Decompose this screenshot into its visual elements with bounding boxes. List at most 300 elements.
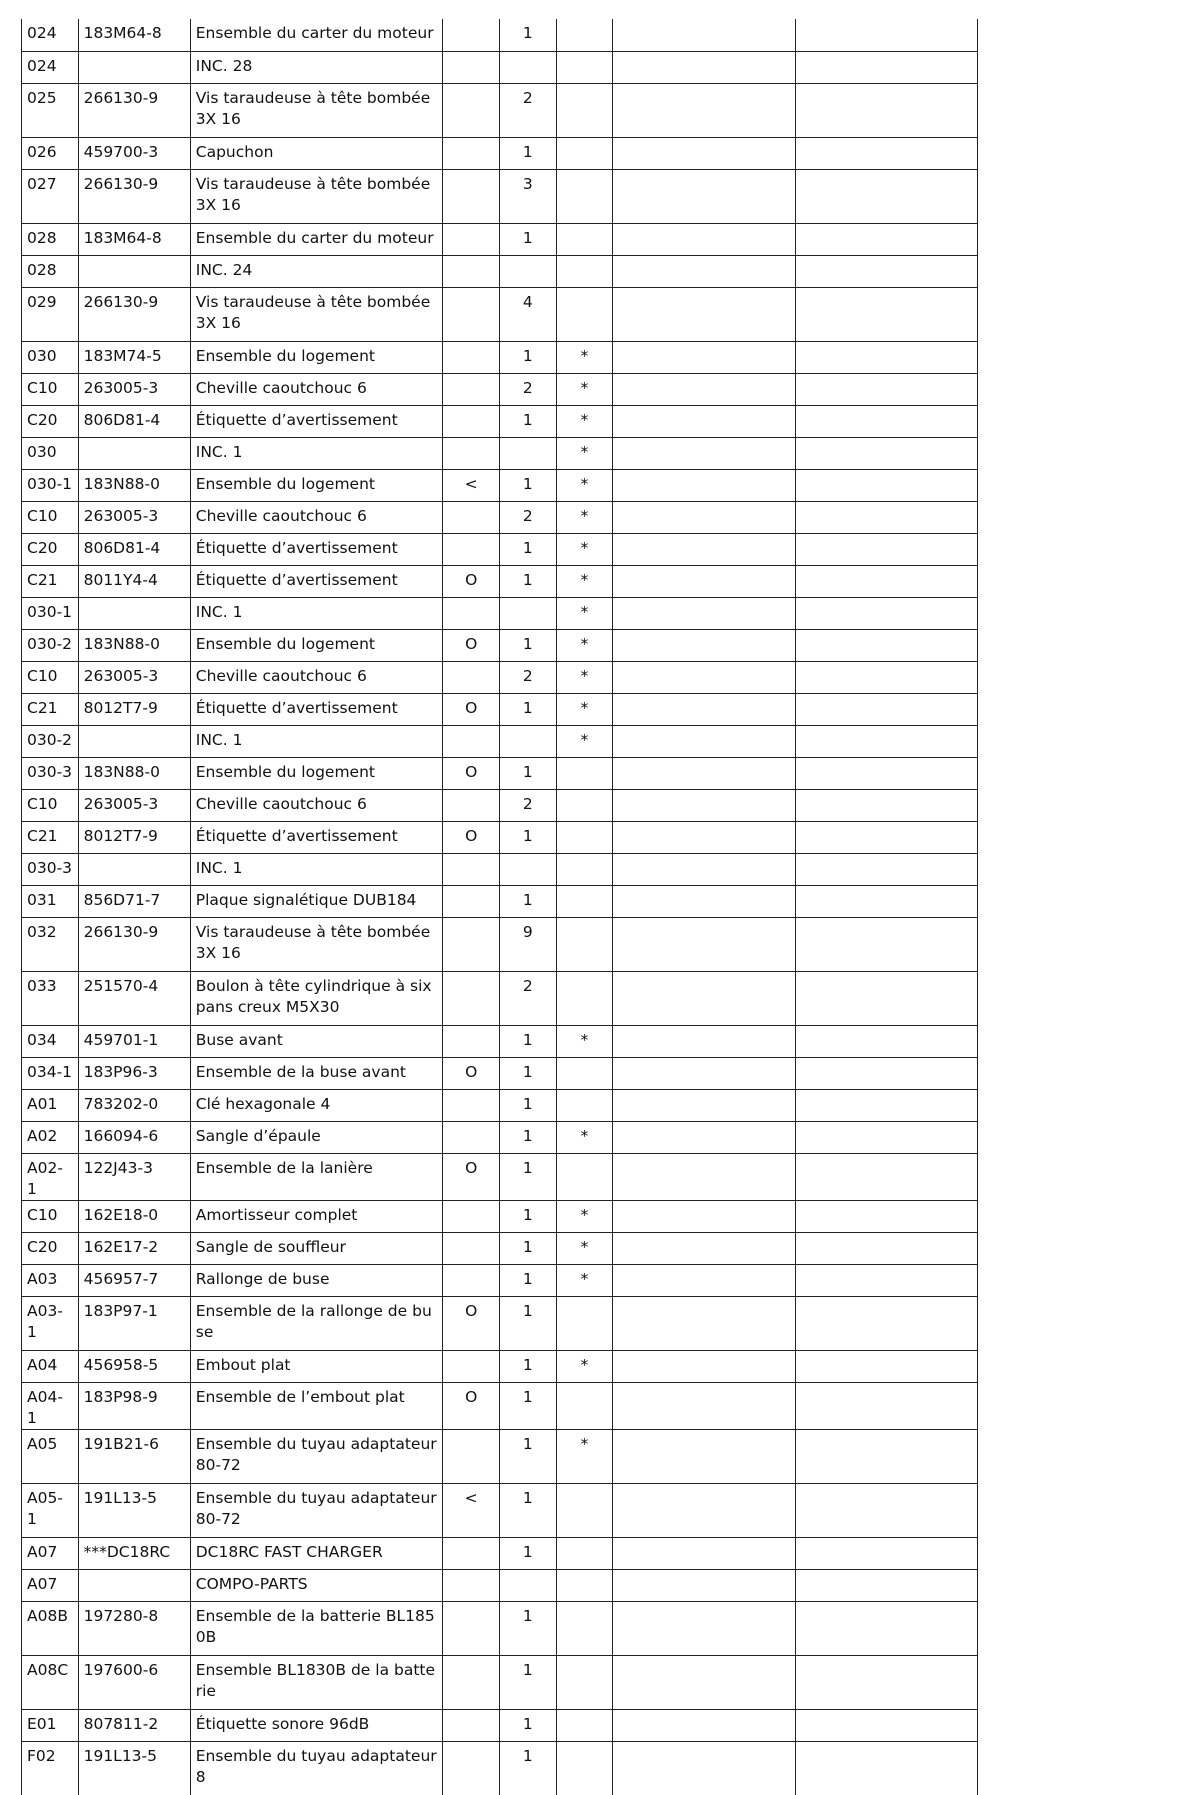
quantity-cell	[499, 853, 556, 885]
item-number-cell: C21	[22, 693, 79, 725]
item-number-cell: A04-1	[22, 1382, 79, 1429]
empty-cell	[613, 1296, 795, 1350]
quantity-cell: 1	[499, 1709, 556, 1741]
note-mark-cell	[556, 1569, 613, 1601]
description-cell: COMPO-PARTS	[190, 1569, 443, 1601]
note-mark-cell	[556, 757, 613, 789]
quantity-cell: 1	[499, 1200, 556, 1232]
quantity-cell	[499, 51, 556, 83]
table-row	[22, 1483, 978, 1537]
table-row	[22, 597, 978, 629]
table-row	[22, 789, 978, 821]
description-cell: Vis taraudeuse à tête bombée 3X 16	[190, 83, 443, 137]
note-mark-cell	[556, 1153, 613, 1200]
note-mark-cell	[556, 789, 613, 821]
part-number-cell	[78, 437, 190, 469]
change-mark-cell: O	[443, 757, 500, 789]
table-row	[22, 1537, 978, 1569]
change-mark-cell	[443, 789, 500, 821]
change-mark-cell	[443, 885, 500, 917]
quantity-cell: 1	[499, 885, 556, 917]
description-cell: Ensemble de la lanière	[190, 1153, 443, 1200]
change-mark-cell	[443, 405, 500, 437]
empty-cell	[613, 1200, 795, 1232]
table-row	[22, 137, 978, 169]
description-cell: INC. 28	[190, 51, 443, 83]
change-mark-cell	[443, 1025, 500, 1057]
note-mark-cell	[556, 51, 613, 83]
part-number-cell: 263005-3	[78, 789, 190, 821]
part-number-cell: 183M74-5	[78, 341, 190, 373]
empty-cell	[613, 1429, 795, 1483]
note-mark-cell	[556, 821, 613, 853]
quantity-cell: 1	[499, 1232, 556, 1264]
empty-cell	[613, 629, 795, 661]
quantity-cell: 1	[499, 405, 556, 437]
empty-cell	[795, 51, 977, 83]
part-number-cell: 162E18-0	[78, 1200, 190, 1232]
description-cell: Cheville caoutchouc 6	[190, 661, 443, 693]
item-number-cell: C20	[22, 1232, 79, 1264]
empty-cell	[613, 19, 795, 51]
part-number-cell: 783202-0	[78, 1089, 190, 1121]
description-cell: Ensemble du logement	[190, 629, 443, 661]
table-row	[22, 1200, 978, 1232]
note-mark-cell	[556, 1382, 613, 1429]
part-number-cell: 266130-9	[78, 917, 190, 971]
table-row	[22, 917, 978, 971]
empty-cell	[795, 1264, 977, 1296]
table-row	[22, 1741, 978, 1795]
description-cell: Ensemble du tuyau adaptateur 80-72	[190, 1483, 443, 1537]
change-mark-cell	[443, 1537, 500, 1569]
description-cell: Ensemble du logement	[190, 757, 443, 789]
item-number-cell: C21	[22, 821, 79, 853]
item-number-cell: C20	[22, 533, 79, 565]
empty-cell	[613, 1709, 795, 1741]
note-mark-cell: *	[556, 373, 613, 405]
description-cell: Embout plat	[190, 1350, 443, 1382]
note-mark-cell	[556, 1483, 613, 1537]
empty-cell	[795, 437, 977, 469]
description-cell: Étiquette d’avertissement	[190, 533, 443, 565]
note-mark-cell: *	[556, 501, 613, 533]
empty-cell	[795, 597, 977, 629]
part-number-cell	[78, 725, 190, 757]
change-mark-cell: O	[443, 1382, 500, 1429]
description-cell: Vis taraudeuse à tête bombée 3X 16	[190, 287, 443, 341]
empty-cell	[613, 373, 795, 405]
item-number-cell: 030-2	[22, 629, 79, 661]
item-number-cell: A07	[22, 1537, 79, 1569]
note-mark-cell: *	[556, 597, 613, 629]
description-cell: Plaque signalétique DUB184	[190, 885, 443, 917]
change-mark-cell	[443, 1601, 500, 1655]
empty-cell	[795, 1025, 977, 1057]
empty-cell	[613, 1741, 795, 1795]
item-number-cell: 030-3	[22, 757, 79, 789]
quantity-cell: 1	[499, 1537, 556, 1569]
note-mark-cell: *	[556, 661, 613, 693]
empty-cell	[795, 1655, 977, 1709]
empty-cell	[613, 287, 795, 341]
description-cell: INC. 1	[190, 853, 443, 885]
item-number-cell: 034	[22, 1025, 79, 1057]
table-row	[22, 223, 978, 255]
empty-cell	[613, 469, 795, 501]
note-mark-cell	[556, 137, 613, 169]
part-number-cell: 197280-8	[78, 1601, 190, 1655]
part-number-cell: 459700-3	[78, 137, 190, 169]
note-mark-cell	[556, 853, 613, 885]
empty-cell	[613, 169, 795, 223]
empty-cell	[613, 885, 795, 917]
empty-cell	[795, 917, 977, 971]
part-number-cell	[78, 853, 190, 885]
table-row	[22, 501, 978, 533]
quantity-cell	[499, 597, 556, 629]
item-number-cell: A08B	[22, 1601, 79, 1655]
description-cell: Ensemble du logement	[190, 469, 443, 501]
empty-cell	[795, 1200, 977, 1232]
quantity-cell: 2	[499, 83, 556, 137]
quantity-cell: 1	[499, 1089, 556, 1121]
note-mark-cell: *	[556, 725, 613, 757]
table-row	[22, 83, 978, 137]
table-row	[22, 853, 978, 885]
description-cell: INC. 1	[190, 725, 443, 757]
description-cell: Cheville caoutchouc 6	[190, 789, 443, 821]
empty-cell	[795, 169, 977, 223]
empty-cell	[795, 757, 977, 789]
empty-cell	[795, 821, 977, 853]
empty-cell	[613, 255, 795, 287]
change-mark-cell	[443, 1121, 500, 1153]
part-number-cell: 191L13-5	[78, 1483, 190, 1537]
part-number-cell: 122J43-3	[78, 1153, 190, 1200]
change-mark-cell: O	[443, 693, 500, 725]
empty-cell	[613, 1601, 795, 1655]
quantity-cell: 4	[499, 287, 556, 341]
empty-cell	[613, 757, 795, 789]
note-mark-cell	[556, 287, 613, 341]
empty-cell	[795, 1601, 977, 1655]
description-cell: Sangle d’épaule	[190, 1121, 443, 1153]
empty-cell	[795, 501, 977, 533]
quantity-cell: 1	[499, 757, 556, 789]
empty-cell	[795, 533, 977, 565]
part-number-cell: 191B21-6	[78, 1429, 190, 1483]
empty-cell	[613, 1232, 795, 1264]
item-number-cell: 024	[22, 51, 79, 83]
change-mark-cell	[443, 223, 500, 255]
description-cell: Étiquette d’avertissement	[190, 821, 443, 853]
note-mark-cell	[556, 83, 613, 137]
quantity-cell: 1	[499, 1601, 556, 1655]
note-mark-cell	[556, 885, 613, 917]
quantity-cell: 1	[499, 821, 556, 853]
empty-cell	[613, 223, 795, 255]
item-number-cell: 030-2	[22, 725, 79, 757]
empty-cell	[613, 1025, 795, 1057]
description-cell: Clé hexagonale 4	[190, 1089, 443, 1121]
item-number-cell: 027	[22, 169, 79, 223]
item-number-cell: C10	[22, 501, 79, 533]
change-mark-cell	[443, 1741, 500, 1795]
note-mark-cell: *	[556, 533, 613, 565]
note-mark-cell	[556, 1089, 613, 1121]
empty-cell	[613, 725, 795, 757]
description-cell: Boulon à tête cylindrique à six pans creux M5X30	[190, 971, 443, 1025]
change-mark-cell	[443, 1200, 500, 1232]
quantity-cell: 1	[499, 1025, 556, 1057]
empty-cell	[795, 629, 977, 661]
change-mark-cell	[443, 1350, 500, 1382]
empty-cell	[613, 853, 795, 885]
item-number-cell: C10	[22, 373, 79, 405]
part-number-cell: 456958-5	[78, 1350, 190, 1382]
empty-cell	[795, 661, 977, 693]
quantity-cell: 9	[499, 917, 556, 971]
part-number-cell: 183M64-8	[78, 19, 190, 51]
empty-cell	[613, 1350, 795, 1382]
table-row	[22, 169, 978, 223]
table-row	[22, 1350, 978, 1382]
change-mark-cell: O	[443, 1057, 500, 1089]
empty-cell	[795, 1483, 977, 1537]
item-number-cell: A08C	[22, 1655, 79, 1709]
change-mark-cell	[443, 1429, 500, 1483]
empty-cell	[613, 1057, 795, 1089]
item-number-cell: A05-1	[22, 1483, 79, 1537]
change-mark-cell	[443, 1655, 500, 1709]
note-mark-cell: *	[556, 1200, 613, 1232]
table-row	[22, 341, 978, 373]
table-row	[22, 1232, 978, 1264]
change-mark-cell	[443, 287, 500, 341]
table-row	[22, 287, 978, 341]
quantity-cell: 1	[499, 533, 556, 565]
change-mark-cell: O	[443, 629, 500, 661]
change-mark-cell	[443, 169, 500, 223]
table-row	[22, 693, 978, 725]
change-mark-cell	[443, 1264, 500, 1296]
change-mark-cell	[443, 1232, 500, 1264]
table-row	[22, 821, 978, 853]
empty-cell	[795, 971, 977, 1025]
item-number-cell: 028	[22, 255, 79, 287]
change-mark-cell: <	[443, 1483, 500, 1537]
table-row	[22, 757, 978, 789]
empty-cell	[795, 1121, 977, 1153]
item-number-cell: 030	[22, 437, 79, 469]
note-mark-cell	[556, 971, 613, 1025]
table-row	[22, 629, 978, 661]
item-number-cell: E01	[22, 1709, 79, 1741]
part-number-cell: 197600-6	[78, 1655, 190, 1709]
empty-cell	[795, 885, 977, 917]
table-row	[22, 661, 978, 693]
description-cell: Ensemble du logement	[190, 341, 443, 373]
part-number-cell: 806D81-4	[78, 533, 190, 565]
description-cell: Vis taraudeuse à tête bombée 3X 16	[190, 169, 443, 223]
description-cell: INC. 1	[190, 597, 443, 629]
description-cell: Étiquette d’avertissement	[190, 565, 443, 597]
change-mark-cell: O	[443, 1153, 500, 1200]
part-number-cell: 263005-3	[78, 373, 190, 405]
empty-cell	[613, 693, 795, 725]
change-mark-cell	[443, 917, 500, 971]
quantity-cell: 1	[499, 1057, 556, 1089]
empty-cell	[795, 853, 977, 885]
empty-cell	[795, 1350, 977, 1382]
item-number-cell: 026	[22, 137, 79, 169]
part-number-cell: 266130-9	[78, 83, 190, 137]
parts-list-body	[22, 19, 978, 1795]
description-cell: Ensemble du carter du moteur	[190, 223, 443, 255]
description-cell: Amortisseur complet	[190, 1200, 443, 1232]
quantity-cell: 3	[499, 169, 556, 223]
table-row	[22, 971, 978, 1025]
item-number-cell: 030-1	[22, 597, 79, 629]
part-number-cell: 162E17-2	[78, 1232, 190, 1264]
empty-cell	[795, 1537, 977, 1569]
empty-cell	[795, 1741, 977, 1795]
description-cell: Capuchon	[190, 137, 443, 169]
item-number-cell: 025	[22, 83, 79, 137]
part-number-cell: 183P98-9	[78, 1382, 190, 1429]
note-mark-cell: *	[556, 1429, 613, 1483]
empty-cell	[795, 83, 977, 137]
note-mark-cell	[556, 1709, 613, 1741]
quantity-cell: 1	[499, 1350, 556, 1382]
empty-cell	[613, 1569, 795, 1601]
part-number-cell: 263005-3	[78, 661, 190, 693]
description-cell: Ensemble de l’embout plat	[190, 1382, 443, 1429]
part-number-cell: 8011Y4-4	[78, 565, 190, 597]
change-mark-cell	[443, 1569, 500, 1601]
table-row	[22, 1296, 978, 1350]
empty-cell	[795, 725, 977, 757]
empty-cell	[795, 565, 977, 597]
description-cell: Cheville caoutchouc 6	[190, 501, 443, 533]
quantity-cell	[499, 1569, 556, 1601]
empty-cell	[613, 83, 795, 137]
quantity-cell: 1	[499, 693, 556, 725]
part-number-cell: 183P96-3	[78, 1057, 190, 1089]
item-number-cell: 028	[22, 223, 79, 255]
table-row	[22, 437, 978, 469]
quantity-cell: 1	[499, 1483, 556, 1537]
empty-cell	[613, 437, 795, 469]
quantity-cell	[499, 437, 556, 469]
table-row	[22, 51, 978, 83]
table-row	[22, 1121, 978, 1153]
change-mark-cell	[443, 501, 500, 533]
item-number-cell: 024	[22, 19, 79, 51]
part-number-cell: 251570-4	[78, 971, 190, 1025]
empty-cell	[613, 405, 795, 437]
note-mark-cell	[556, 223, 613, 255]
item-number-cell: F02	[22, 1741, 79, 1795]
part-number-cell: 183P97-1	[78, 1296, 190, 1350]
table-row	[22, 725, 978, 757]
description-cell: Ensemble du carter du moteur	[190, 19, 443, 51]
part-number-cell: 456957-7	[78, 1264, 190, 1296]
item-number-cell: C21	[22, 565, 79, 597]
table-row	[22, 1057, 978, 1089]
parts-list-table	[21, 19, 978, 1795]
empty-cell	[613, 821, 795, 853]
empty-cell	[613, 789, 795, 821]
change-mark-cell	[443, 437, 500, 469]
quantity-cell: 1	[499, 1264, 556, 1296]
description-cell: Étiquette sonore 96dB	[190, 1709, 443, 1741]
empty-cell	[795, 1089, 977, 1121]
description-cell: Ensemble de la rallonge de buse	[190, 1296, 443, 1350]
part-number-cell: 166094-6	[78, 1121, 190, 1153]
item-number-cell: C10	[22, 1200, 79, 1232]
quantity-cell	[499, 725, 556, 757]
table-row	[22, 1089, 978, 1121]
part-number-cell: 856D71-7	[78, 885, 190, 917]
table-row	[22, 533, 978, 565]
empty-cell	[613, 1121, 795, 1153]
change-mark-cell	[443, 853, 500, 885]
item-number-cell: 030-1	[22, 469, 79, 501]
empty-cell	[795, 255, 977, 287]
change-mark-cell: O	[443, 821, 500, 853]
description-cell: DC18RC FAST CHARGER	[190, 1537, 443, 1569]
quantity-cell: 1	[499, 223, 556, 255]
quantity-cell: 2	[499, 971, 556, 1025]
quantity-cell: 1	[499, 19, 556, 51]
table-row	[22, 1709, 978, 1741]
quantity-cell: 1	[499, 1296, 556, 1350]
note-mark-cell	[556, 1655, 613, 1709]
item-number-cell: 030	[22, 341, 79, 373]
note-mark-cell: *	[556, 693, 613, 725]
part-number-cell: 8012T7-9	[78, 821, 190, 853]
change-mark-cell	[443, 725, 500, 757]
note-mark-cell	[556, 169, 613, 223]
table-row	[22, 469, 978, 501]
empty-cell	[795, 693, 977, 725]
empty-cell	[795, 405, 977, 437]
description-cell: Ensemble de la batterie BL1850B	[190, 1601, 443, 1655]
part-number-cell: 191L13-5	[78, 1741, 190, 1795]
empty-cell	[613, 597, 795, 629]
item-number-cell: C10	[22, 661, 79, 693]
empty-cell	[613, 661, 795, 693]
change-mark-cell: O	[443, 565, 500, 597]
part-number-cell: 183N88-0	[78, 629, 190, 661]
item-number-cell: 029	[22, 287, 79, 341]
part-number-cell: ***DC18RC	[78, 1537, 190, 1569]
part-number-cell	[78, 597, 190, 629]
quantity-cell: 1	[499, 1382, 556, 1429]
empty-cell	[795, 469, 977, 501]
empty-cell	[613, 1264, 795, 1296]
item-number-cell: 030-3	[22, 853, 79, 885]
quantity-cell: 1	[499, 469, 556, 501]
change-mark-cell	[443, 51, 500, 83]
change-mark-cell	[443, 661, 500, 693]
empty-cell	[613, 51, 795, 83]
item-number-cell: A05	[22, 1429, 79, 1483]
item-number-cell: 034-1	[22, 1057, 79, 1089]
empty-cell	[795, 341, 977, 373]
